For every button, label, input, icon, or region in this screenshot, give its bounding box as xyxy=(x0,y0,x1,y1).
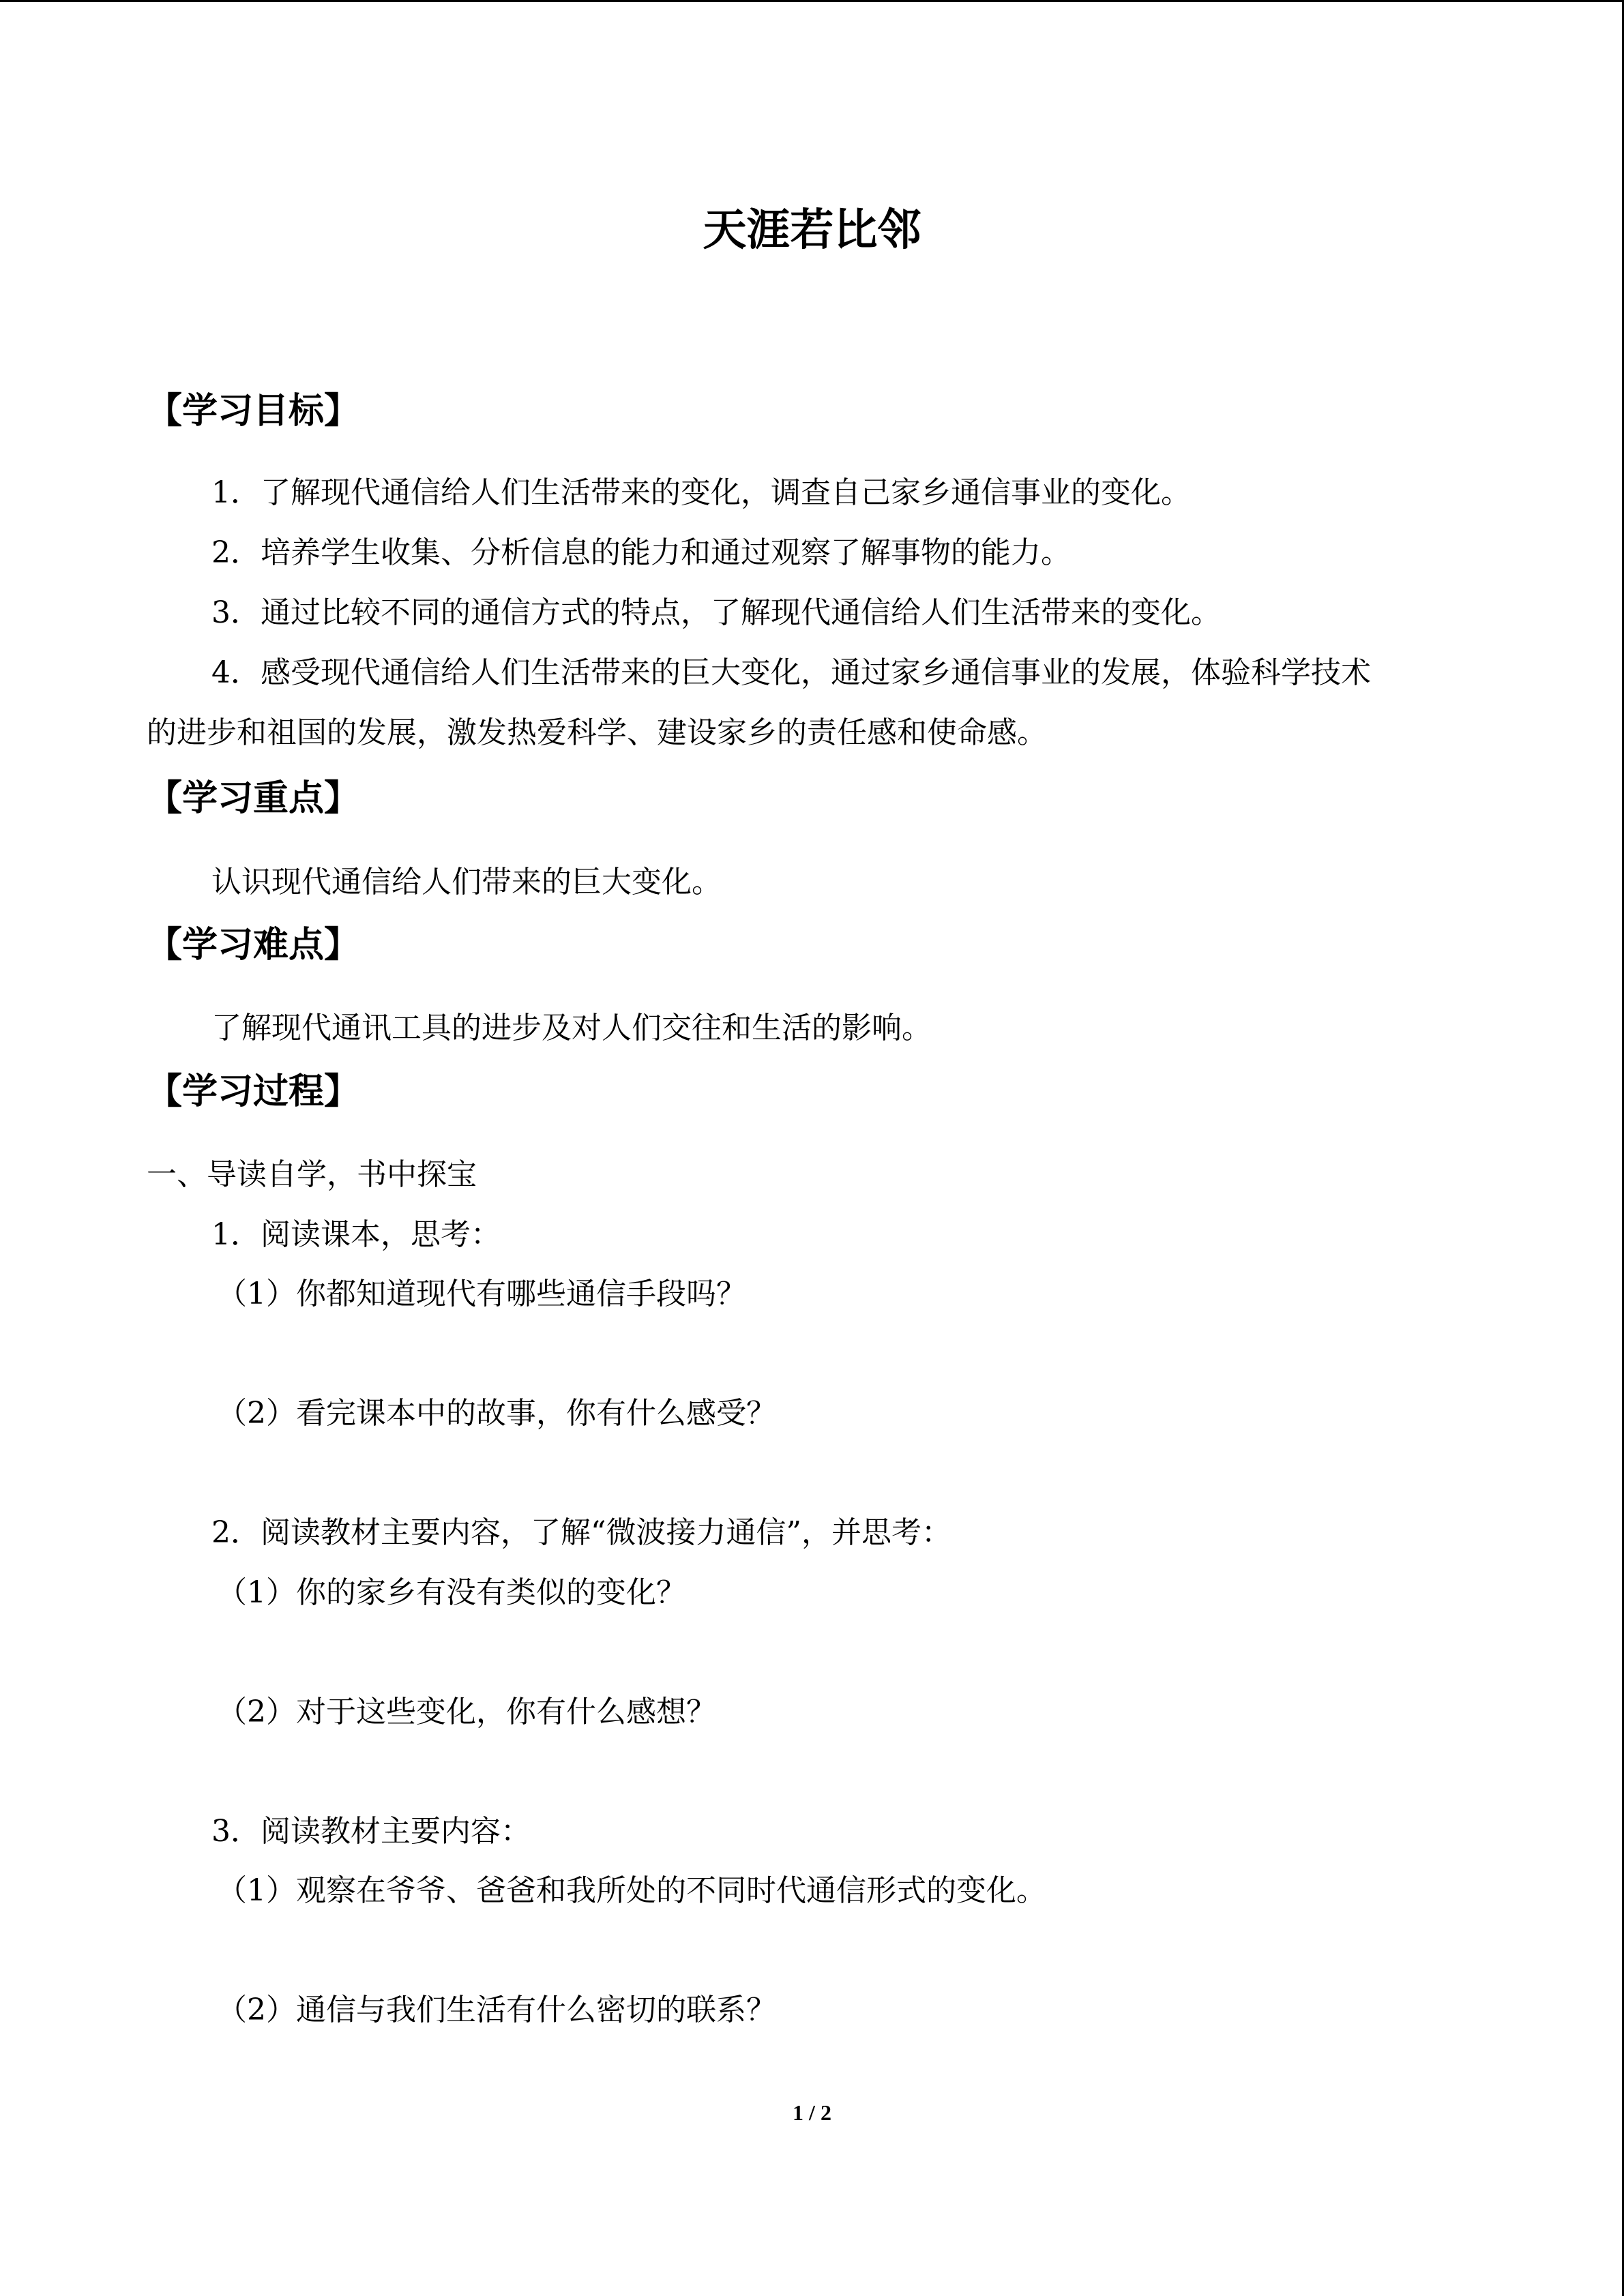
process-q3-2: （2）通信与我们生活有什么密切的联系？ xyxy=(217,1993,776,2027)
key-points-text: 认识现代通信给人们带来的巨大变化。 xyxy=(211,865,722,899)
goal-item-4-cont: 的进步和祖国的发展，激发热爱科学、建设家乡的责任感和使命感。 xyxy=(147,715,1047,750)
process-q3-1: （1）观察在爷爷、爸爸和我所处的不同时代通信形式的变化。 xyxy=(217,1873,1046,1908)
process-q2: 2．阅读教材主要内容，了解“微波接力通信”，并思考： xyxy=(211,1515,951,1550)
goal-item-3: 3．通过比较不同的通信方式的特点，了解现代通信给人们生活带来的变化。 xyxy=(211,595,1221,630)
process-q3: 3．阅读教材主要内容： xyxy=(211,1814,531,1849)
process-q2-2: （2）对于这些变化，你有什么感想？ xyxy=(217,1695,716,1729)
goal-item-1: 1．了解现代通信给人们生活带来的变化，调查自己家乡通信事业的变化。 xyxy=(211,475,1191,510)
goal-item-2: 2．培养学生收集、分析信息的能力和通过观察了解事物的能力。 xyxy=(211,535,1071,570)
heading-key-points: 【学习重点】 xyxy=(147,778,360,819)
process-q1-2: （2）看完课本中的故事，你有什么感受？ xyxy=(217,1396,776,1431)
page-number: 1 / 2 xyxy=(793,2100,831,2125)
process-q1-1: （1）你都知道现代有哪些通信手段吗？ xyxy=(217,1277,746,1311)
process-q2-1: （1）你的家乡有没有类似的变化？ xyxy=(217,1575,686,1610)
top-border xyxy=(0,0,1624,2)
goal-item-4: 4．感受现代通信给人们生活带来的巨大变化，通过家乡通信事业的发展，体验科学技术 xyxy=(211,655,1371,690)
difficulty-text: 了解现代通讯工具的进步及对人们交往和生活的影响。 xyxy=(211,1011,932,1045)
process-q1: 1．阅读课本，思考： xyxy=(211,1217,501,1252)
document-title: 天涯若比邻 xyxy=(703,205,921,256)
process-part-1: 一、导读自学，书中探宝 xyxy=(147,1157,477,1192)
heading-process: 【学习过程】 xyxy=(147,1071,360,1112)
heading-goals: 【学习目标】 xyxy=(147,391,360,432)
heading-difficulty: 【学习难点】 xyxy=(147,925,360,966)
